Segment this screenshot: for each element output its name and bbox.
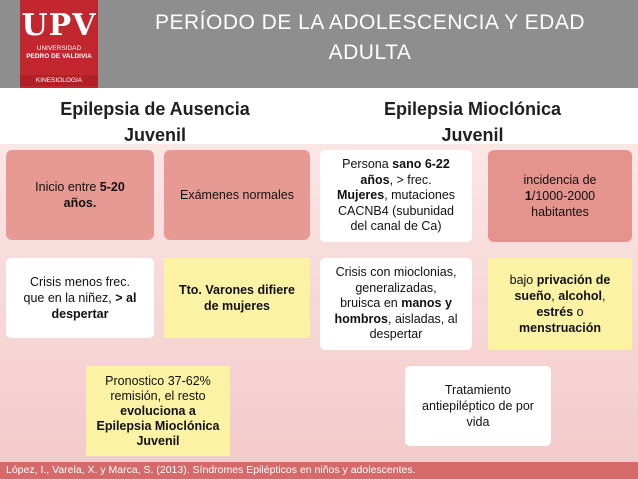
right-box-triggers-sep-1: ,	[551, 289, 559, 303]
right-box-treatment-line-2: antiepiléptico de por	[422, 399, 534, 413]
left-box-prognosis	[86, 366, 230, 456]
slide-title-line-2: ADULTA	[328, 41, 412, 64]
right-column-heading	[335, 96, 610, 148]
left-box-treatment-line-1: Tto. Varones difiere	[178, 283, 295, 297]
left-box-prognosis-line-3: evoluciona a	[120, 403, 196, 418]
right-box-population	[320, 150, 472, 242]
right-box-population-f: , mutaciones	[384, 188, 456, 203]
slide-title	[110, 8, 630, 68]
left-box-seizures-line-2: que en la niñez,	[23, 291, 116, 305]
right-box-treatment-line-3: vida	[466, 415, 490, 429]
right-box-seizures-line-2: generalizadas,	[355, 280, 437, 295]
citation-footer: López, I., Varela, X. y Marca, S. (2013). Síndromes Epilépticos en niños y adolescentes.	[0, 462, 638, 479]
right-box-triggers-bold-1: privación de	[536, 273, 611, 287]
left-box-prognosis-line-4: Epilepsia Mioclónica	[96, 418, 220, 433]
logo-line-1: UNIVERSIDAD	[36, 45, 82, 52]
right-box-population-d: , > frec.	[389, 172, 432, 187]
right-box-triggers-bold-3: alcohol	[558, 289, 603, 303]
left-heading-line-1: Epilepsia de Ausencia	[60, 99, 250, 119]
right-box-seizures-line-3: bruisca en	[340, 296, 402, 311]
left-box-treatment	[164, 258, 310, 338]
right-box-triggers-line-1: bajo	[509, 273, 537, 287]
right-box-triggers-line-3: o	[573, 305, 584, 319]
right-heading-line-2: Juvenil	[441, 125, 504, 145]
right-box-incidence-line-1: incidencia de	[523, 173, 597, 187]
right-box-seizures-bold-2: hombros	[334, 311, 388, 326]
right-box-triggers-bold-2: sueño	[514, 289, 552, 303]
right-box-incidence-line-2: /1000-2000	[531, 189, 596, 203]
right-box-seizures-line-1: Crisis con mioclonias,	[335, 265, 457, 280]
right-box-seizures	[320, 258, 472, 350]
left-box-onset-range: 5-20	[99, 180, 125, 194]
left-box-treatment-line-2: de mujeres	[203, 299, 270, 313]
right-box-triggers-bold-4: estrés	[536, 305, 574, 319]
right-box-population-b: sano 6-22	[392, 157, 450, 172]
right-box-incidence-bold: 1	[524, 189, 532, 203]
right-box-seizures-bold-1: manos y	[401, 296, 452, 311]
right-box-treatment	[405, 366, 551, 446]
right-box-triggers	[488, 258, 632, 350]
header-bar	[0, 0, 638, 88]
university-logo	[20, 0, 98, 88]
logo-line-2: PEDRO DE VALDIVIA	[26, 53, 92, 60]
left-box-seizures-line-1: Crisis menos frec.	[29, 275, 130, 289]
right-box-incidence	[488, 150, 632, 242]
right-box-population-h: del canal de Ca)	[350, 219, 442, 234]
left-box-seizures-bold: > al	[115, 291, 137, 305]
logo-department: KINESIOLOGIA	[20, 75, 98, 86]
right-box-treatment-line-1: Tratamiento	[444, 383, 512, 397]
right-box-population-e: Mujeres	[336, 188, 385, 203]
right-box-triggers-bold-5: menstruación	[519, 321, 601, 335]
right-box-population-g: CACNB4 (subunidad	[337, 203, 455, 218]
left-box-seizures	[6, 258, 154, 338]
left-box-onset-text: Inicio entre	[35, 180, 100, 194]
right-box-population-a: Persona	[342, 157, 393, 172]
left-box-seizures-line-3: despertar	[51, 307, 109, 321]
left-box-exams	[164, 150, 310, 240]
slide-title-line-1: PERÍODO DE LA ADOLESCENCIA Y EDAD	[154, 11, 586, 34]
left-box-exams-text: Exámenes normales	[180, 188, 294, 202]
right-box-seizures-line-4: , aisladas, al	[388, 311, 458, 326]
left-box-prognosis-line-1: Pronostico 37-62%	[105, 373, 211, 388]
right-heading-line-1: Epilepsia Mioclónica	[383, 99, 562, 119]
right-box-population-c: años	[360, 172, 390, 187]
right-box-triggers-sep-2: ,	[602, 289, 606, 303]
logo-mark: UPV	[21, 8, 97, 43]
left-heading-line-2: Juvenil	[123, 125, 187, 145]
left-box-onset	[6, 150, 154, 240]
left-box-onset-years: años.	[63, 196, 97, 210]
right-box-incidence-line-3: habitantes	[531, 205, 589, 219]
left-box-prognosis-line-2: remisión, el resto	[110, 388, 206, 403]
left-box-prognosis-line-5: Juvenil	[136, 433, 180, 448]
right-box-seizures-line-5: despertar	[369, 327, 423, 342]
left-column-heading	[20, 96, 290, 148]
